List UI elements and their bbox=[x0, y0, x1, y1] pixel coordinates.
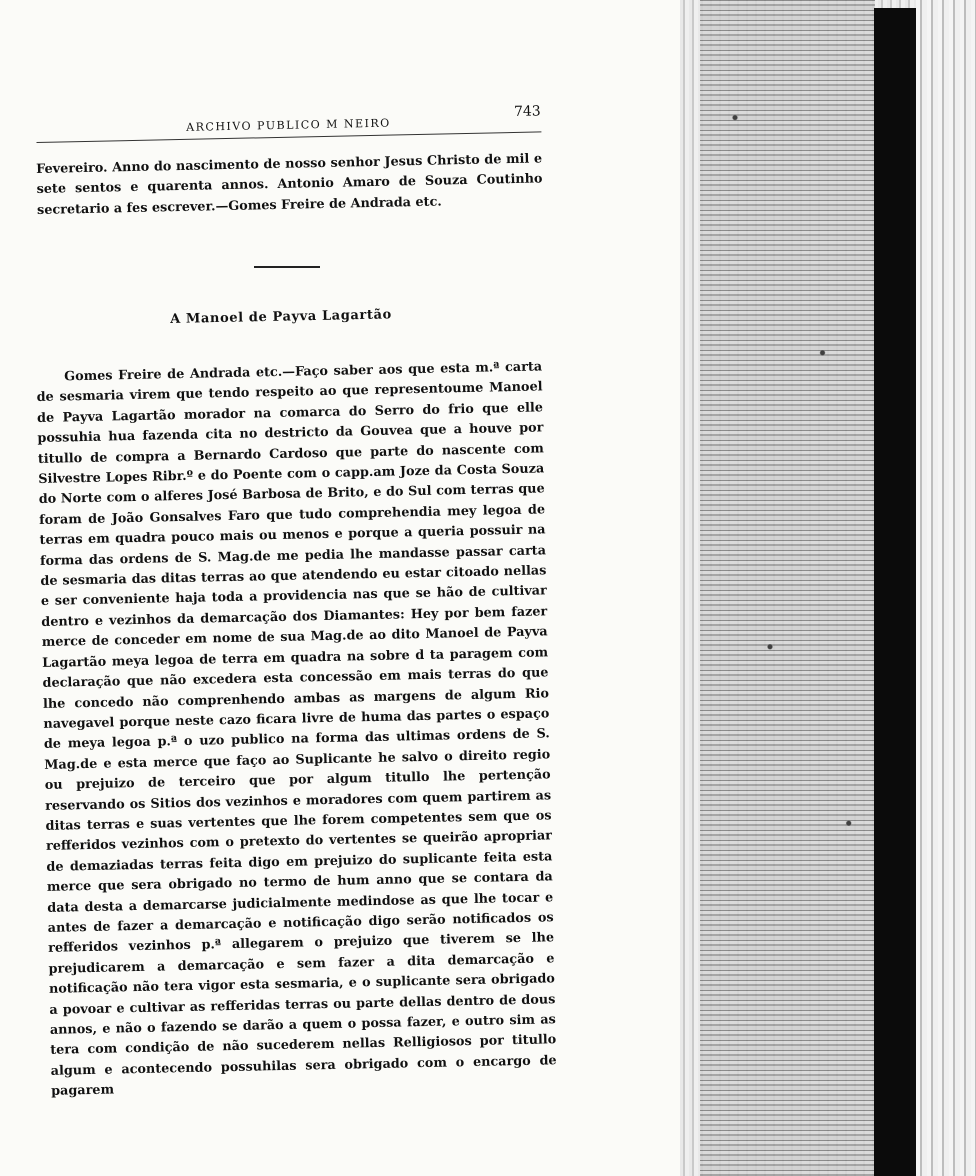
header-rule bbox=[37, 131, 542, 143]
body-paragraph: Gomes Freire de Andrada etc.—Faço saber aos que esta m.ª carta de sesmaria virem que tendo respeito ao que representoume Manoel de Payva Lagartão morador na comarca do Serro do frio que elle possuhia hua fazenda cita no destricto da Gouvea que a houve por titullo de compra a Bernardo Cardoso que parte do nascente com Silvestre Lopes Ribr.º e do Poente com o capp.am Joze da Costa Souza do Norte com o alferes José Barbosa de Brito, e do Sul com terras que foram de João Gonsalves Faro que tudo comprehendia mey legoa de terras em quadra pouco mais ou menos e porque a queria possuir na forma das ordens de S. Mag.de me pedia lhe mandasse passar carta de sesmaria das ditas terras ao que atendendo eu estar citoado nellas e ser conveniente haja toda a providencia nas que se hão de cultivar dentro e vezinhos da demarcação dos Diamantes: Hey por bem fazer merce de conceder em nome de sua Mag.de ao dito Manoel de Payva Lagartão meya legoa de terra em quadra na sobre d ta paragem com declaração que não excedera esta concessão em mais terras do que lhe concedo não comprenhendo ambas as margens de algum Rio navegavel porque neste cazo ficara livre de huma das partes o espaço de meya legoa p.ª o uzo publico na forma das ultimas ordens de S. Mag.de e esta merce que faço ao Suplicante he salvo o direito regio ou prejuizo de terceiro que por algum titullo lhe pertenção reservando os Sitios dos vezinhos e moradores com quem partirem as ditas terras e suas vertentes que lhe forem competentes sem que os refferidos vezinhos com o pretexto do vertentes se queirão apropriar de demaziadas terras feita digo em prejuizo do suplicante feita esta merce que sera obrigado no termo de hum anno que se contara da data desta a demarcarse judicialmente medindose as que lhe tocar e antes de fazer a demarcação e notificação digo serão notificados os refferidos vezinhos p.ª allegarem o prejuizo que tiverem se lhe prejudicarem a demarcação e sem fazer a dita demarcação e notificação não tera vigor esta sesmaria, e o suplicante sera obrigado a povoar e cultivar as refferidas terras ou parte dellas dentro de dous annos, e não o fazendo se darão a quem o possa fazer, e outro sim as tera com condição de não sucederem nellas Relligiosos por titullo algum e acontecendo possuhilas sera obrigado com o encargo de pagarem bbox=[36, 359, 557, 1100]
intro-paragraph-block bbox=[36, 149, 543, 221]
book-spine-shadow bbox=[874, 8, 916, 1176]
section-separator bbox=[254, 266, 320, 268]
scan-noise-area bbox=[700, 0, 875, 1176]
page-number: 743 bbox=[513, 103, 541, 120]
section-title: A Manoel de Payva Lagartão bbox=[170, 307, 392, 327]
page-stack-edge bbox=[916, 0, 976, 1176]
running-title: ARCHIVO PUBLICO M NEIRO bbox=[186, 116, 391, 134]
body-paragraph-block bbox=[36, 357, 557, 1102]
intro-paragraph: Fevereiro. Anno do nascimento de nosso senhor Jesus Christo de mil e sete sentos e quarenta annos. Antonio Amaro de Souza Coutinho secretario a fes escrever.—Gomes Freire de Andrada etc. bbox=[36, 151, 543, 218]
